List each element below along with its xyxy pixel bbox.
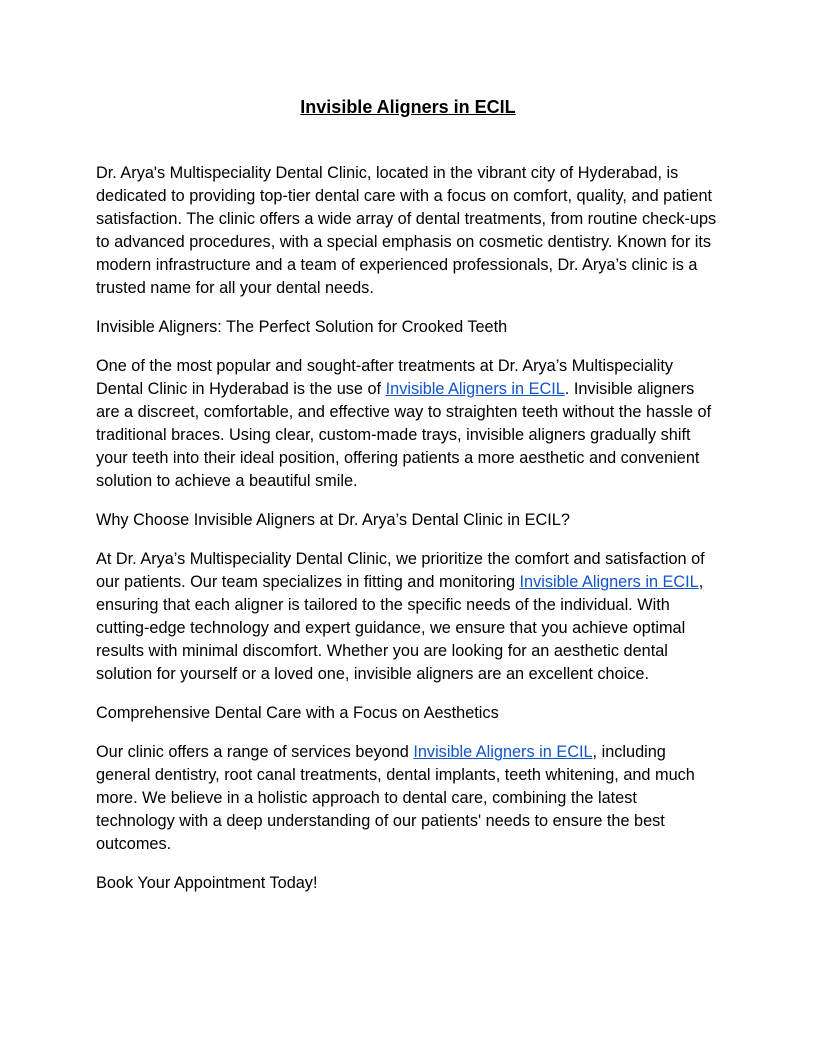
section-heading-why-choose: Why Choose Invisible Aligners at Dr. Arya’s Dental Clinic in ECIL? [96,511,570,529]
aligners-paragraph [96,355,720,493]
book-appointment-text: Book Your Appointment Today! [96,874,318,892]
why-choose-paragraph [96,548,720,686]
services-paragraph [96,741,720,856]
document-page [96,94,720,911]
invisible-aligners-link[interactable]: Invisible Aligners in ECIL [413,743,593,761]
paragraph-text: . Invisible aligners are a discreet, comfortable, and effective way to straighten teeth without the hassle of traditional braces. Using clear, custom-made trays, invisible aligners gradually shift your teeth into their ideal position, offering patients a more aesthetic and convenient solution to achieve a beautiful smile. [96,380,712,490]
section-heading-aligners: Invisible Aligners: The Perfect Solution for Crooked Teeth [96,318,508,336]
invisible-aligners-link[interactable]: Invisible Aligners in ECIL [385,380,565,398]
paragraph-text: One of the most popular and sought-after treatments at Dr. Arya’s Multispeciality Dental Clinic in Hyderabad is the use of [96,357,674,398]
intro-paragraph: Dr. Arya's Multispeciality Dental Clinic, located in the vibrant city of Hyderabad, is dedicated to providing top-tier dental care with a focus on comfort, quality, and patient satisfaction. The clinic offers a wide array of dental treatments, from routine check-ups to advanced procedures, with a special emphasis on cosmetic dentistry. Known for its modern infrastructure and a team of experienced professionals, Dr. Arya’s clinic is a trusted name for all your dental needs. [96,164,717,297]
paragraph-text: Our clinic offers a range of services beyond [96,743,414,761]
paragraph-text: , including general dentistry, root canal treatments, dental implants, teeth whitening, and much more. We believe in a holistic approach to dental care, combining the latest technology with a deep understanding of our patients' needs to ensure the best outcomes. [96,743,695,853]
paragraph-text: , ensuring that each aligner is tailored to the specific needs of the individual. With cutting-edge technology and expert guidance, we ensure that you achieve optimal results with minimal discomfort. Whether you are looking for an aesthetic dental solution for yourself or a loved one, invisible aligners are an excellent choice. [96,573,704,683]
paragraph-text: At Dr. Arya’s Multispeciality Dental Clinic, we prioritize the comfort and satisfaction of our patients. Our team specializes in fitting and monitoring [96,550,705,591]
invisible-aligners-link[interactable]: Invisible Aligners in ECIL [519,573,699,591]
section-heading-comprehensive: Comprehensive Dental Care with a Focus on Aesthetics [96,704,499,722]
document-title: Invisible Aligners in ECIL [300,97,516,117]
